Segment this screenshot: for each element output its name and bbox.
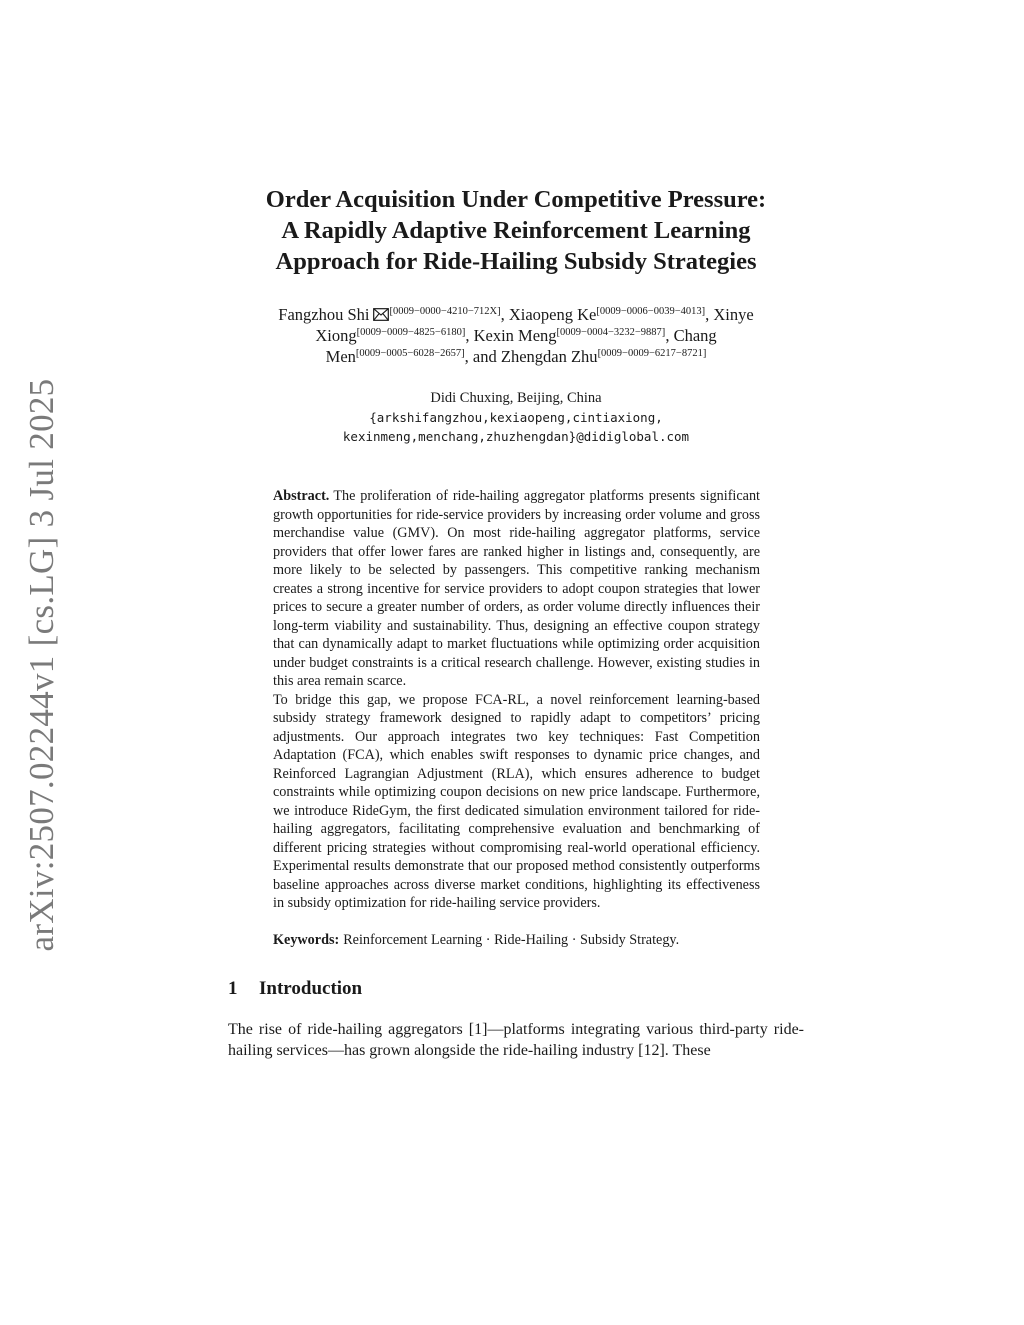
author-name: and Zhengdan Zhu [472, 347, 598, 366]
section-number: 1 [228, 978, 238, 999]
author-name: Fangzhou Shi [278, 305, 370, 324]
email-line: kexinmeng,menchang,zhuzhengdan}@didiglobal.com [342, 429, 690, 444]
author-line: Men[0009−0005−6028−2657], and Zhengdan Zhu[0009−0009−6217−8721] [325, 347, 707, 366]
author-name: Chang [673, 326, 717, 345]
paper-first-page [228, 184, 804, 1061]
title-line: Approach for Ride-Hailing Subsidy Strategies [275, 248, 757, 275]
orcid-id: [0009−0005−6028−2657] [355, 348, 465, 359]
abstract-text: To bridge this gap, we propose FCA-RL, a novel reinforcement learning-based subsidy strategy framework designed to rapidly adapt to competitors’ pricing adjustments. Our approach integrates two key techniques: Fast Competition Adaptation (FCA), which enables swift responses to dynamic price changes, and Reinforced Lagrangian Adjustment (RLA), which ensures adherence to budget constraints while optimizing coupon decisions on new price landscape. Furthermore, we introduce RideGym, the first dedicated simulation environment tailored for ride-hailing aggregators, facilitating comprehensive evaluation and benchmarking of different pricing strategies without compromising real-world operational efficiency. Experimental results demonstrate that our proposed method consistently outperforms baseline approaches across diverse market conditions, highlighting its effectiveness in subsidy optimization for ride-hailing service providers. [273, 691, 760, 911]
introduction-body [228, 1019, 804, 1061]
section-heading [228, 977, 804, 1001]
author-name: Men [325, 347, 356, 366]
envelope-icon[interactable] [373, 308, 389, 321]
abstract-text: The proliferation of ride-hailing aggregator platforms presents significant growth opportunities for ride-service providers by increasing order volume and gross merchandise value (GMV). On most ride-hailing aggregator platforms, service providers that offer lower fares are ranked higher in listings and, consequently, are more likely to be selected by passengers. This competitive ranking mechanism creates a strong incentive for service providers to adopt coupon strategies that lower prices to secure a greater number of orders, as order volume directly influences their long-term viability and sustainability. Thus, designing an effective coupon strategy that can dynamically adapt to market fluctuations while optimizing order acquisition under budget constraints is a critical research challenge. However, existing studies in this area remain scarce. [273, 488, 760, 689]
orcid-id: [0009−0000−4210−712X] [389, 306, 501, 317]
paper-title [228, 184, 804, 277]
orcid-id: [0009−0006−0039−4013] [596, 306, 706, 317]
email-line: {arkshifangzhou,kexiaopeng,cintiaxiong, [369, 410, 663, 425]
author-name: Kexin Meng [473, 326, 557, 345]
affiliation-org: Didi Chuxing, Beijing, China [430, 390, 602, 406]
orcid-id: [0009−0009−4825−6180] [356, 327, 466, 338]
author-line: Xiong[0009−0009−4825−6180], Kexin Meng[0009−0004−3232−9887], Chang [315, 326, 717, 345]
title-line: Order Acquisition Under Competitive Pressure: [265, 186, 767, 213]
keywords [273, 931, 760, 950]
section-title: Introduction [259, 978, 363, 999]
orcid-id: [0009−0004−3232−9887] [556, 327, 666, 338]
intro-paragraph: The rise of ride-hailing aggregators [1]—platforms integrating various third-party ride-hailing services—has grown alongside the ride-hailing industry [12]. These [228, 1021, 804, 1059]
arxiv-identifier: arXiv:2507.02244v1 [cs.LG] 3 Jul 2025 [22, 378, 61, 952]
keywords-label: Keywords: [273, 931, 340, 948]
affiliation [228, 389, 804, 446]
author-name: Xiaopeng Ke [508, 305, 597, 324]
abstract [273, 487, 760, 913]
abstract-paragraph [273, 691, 760, 913]
author-name: Xinye [713, 305, 754, 324]
abstract-label: Abstract. [273, 488, 330, 504]
author-line: Fangzhou Shi [0009−0000−4210−712X], Xiaopeng Ke[0009−0006−0039−4013], Xinye [278, 305, 754, 324]
keywords-text: Reinforcement Learning · Ride-Hailing · Subsidy Strategy. [343, 931, 680, 948]
author-name: Xiong [315, 326, 357, 345]
abstract-paragraph [273, 487, 760, 691]
orcid-id: [0009−0009−6217−8721] [597, 348, 707, 359]
author-list [228, 304, 804, 367]
title-line: A Rapidly Adaptive Reinforcement Learning [281, 217, 751, 244]
